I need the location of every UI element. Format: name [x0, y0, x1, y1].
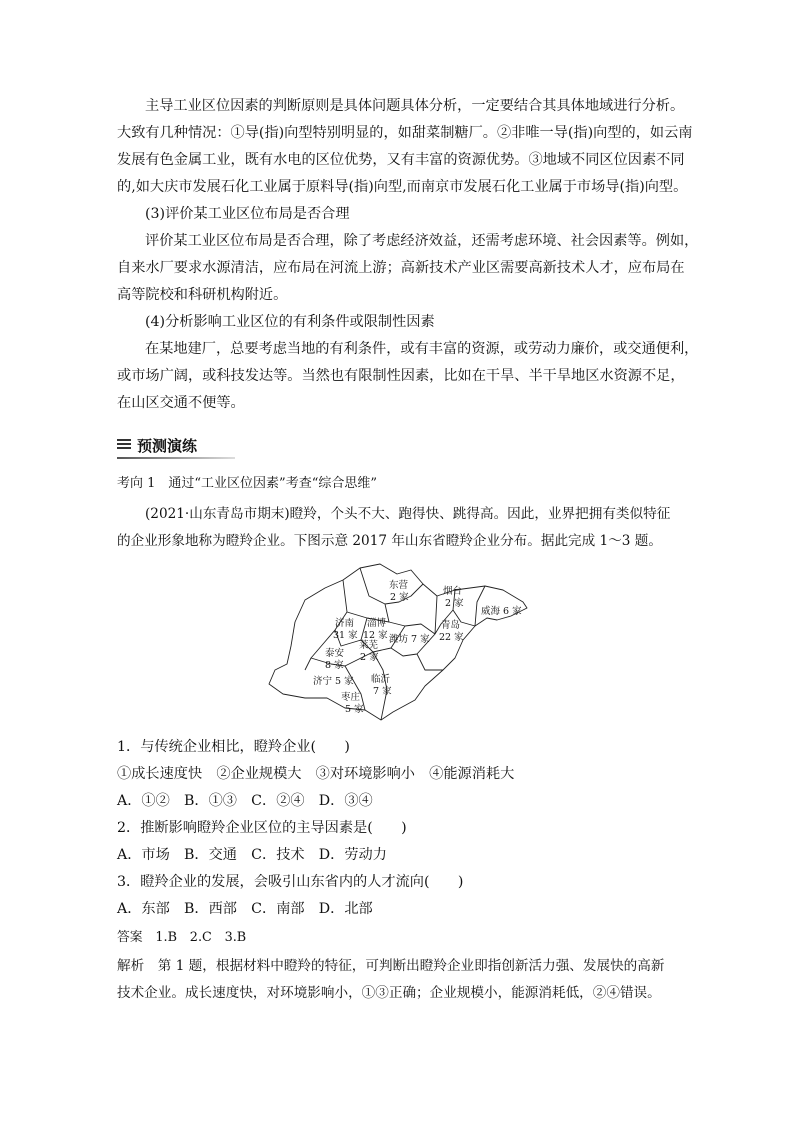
question-stem: 1．与传统企业相比，瞪羚企业( ): [117, 739, 350, 755]
map-label-zaozhuang: 枣庄: [341, 692, 361, 703]
question-options: A．市场 B．交通 C．技术 D．劳动力: [117, 847, 387, 863]
map-label-jinan-count: 31 家: [333, 630, 358, 641]
map-label-taian: 泰安: [325, 648, 345, 659]
paragraph-line: 的,如大庆市发展石化工业属于原料导(指)向型,而南京市发展石化工业属于市场导(指)向型。: [117, 179, 688, 195]
map-label-jining: 济宁 5 家: [313, 676, 354, 687]
question-options: A．①② B．①③ C．②④ D．③④: [117, 793, 373, 809]
map-label-weifang: 潍坊 7 家: [389, 634, 430, 645]
paragraph-line: 自来水厂要求水源清洁，应布局在河流上游；高新技术产业区需要高新技术人才，应布局在: [117, 260, 685, 276]
subheading: (3)评价某工业区位布局是否合理: [145, 206, 350, 222]
map-label-dongying-count: 2 家: [390, 592, 409, 603]
paragraph-line: 发展有色金属工业，既有水电的区位优势，又有丰富的资源优势。③地域不同区位因素不同: [117, 152, 685, 168]
analysis-line: 技术企业。成长速度快，对环境影响小，①③正确；企业规模小，能源消耗低，②④错误。: [117, 985, 661, 1001]
paragraph-line: 在某地建厂，总要考虑当地的有利条件，或有丰富的资源，或劳动力廉价，或交通便利，: [145, 341, 699, 357]
paragraph-line: 高等院校和科研机构附近。: [117, 287, 288, 303]
map-label-laiwu: 莱芜: [359, 640, 379, 651]
map-label-yantai: 烟台: [443, 586, 463, 597]
answer-line: 答案 1.B 2.C 3.B: [117, 930, 247, 945]
paragraph-line: 评价某工业区位布局是否合理，除了考虑经济效益，还需考虑环境、社会因素等。例如，: [145, 233, 699, 249]
question-options: A．东部 B．西部 C．南部 D．北部: [117, 901, 373, 917]
map-label-yantai-count: 2 家: [445, 598, 464, 609]
map-label-linyi: 临沂: [371, 674, 391, 685]
map-label-dongying: 东营: [389, 580, 409, 591]
map-label-qingdao-count: 22 家: [439, 632, 464, 643]
section-title: 预测演练: [137, 437, 198, 455]
map-label-laiwu-count: 2 家: [360, 652, 379, 663]
paragraph-line: 或市场广阔，或科技发达等。当然也有限制性因素，比如在干旱、半干旱地区水资源不足，: [117, 368, 685, 384]
section-header: [117, 430, 237, 460]
list-icon: [117, 439, 131, 451]
map-label-taian-count: 8 家: [325, 660, 344, 671]
question-stem: 3．瞪羚企业的发展，会吸引山东省内的人才流向( ): [117, 874, 464, 890]
paragraph-line: 大致有几种情况：①导(指)向型特别明显的，如甜菜制糖厂。②非唯一导(指)向型的，如云南: [117, 125, 693, 141]
map-label-linyi-count: 7 家: [373, 686, 392, 697]
section-underline: [117, 457, 235, 459]
paragraph-line: 主导工业区位因素的判断原则是具体问题具体分析，一定要结合其具体地域进行分析。: [145, 98, 685, 114]
map-label-weihai: 威海 6 家: [481, 606, 522, 617]
question-statements: ①成长速度快 ②企业规模大 ③对环境影响小 ④能源消耗大: [117, 766, 515, 782]
analysis-line: 解析 第 1 题，根据材料中瞪羚的特征，可判断出瞪羚企业即指创新活力强、发展快的高新: [117, 958, 665, 974]
material-line: 的企业形象地称为瞪羚企业。下图示意 2017 年山东省瞪羚企业分布。据此完成 1～3 题。: [117, 533, 662, 549]
question-direction: 考向 1 通过“工业区位因素”考查“综合思维”: [117, 476, 377, 491]
map-label-qingdao: 青岛: [441, 620, 461, 631]
subheading: (4)分析影响工业区位的有利条件或限制性因素: [145, 314, 435, 330]
paragraph-line: 在山区交通不便等。: [117, 395, 245, 411]
map-label-jinan: 济南: [335, 618, 355, 629]
map-label-zibo: 淄博: [367, 618, 387, 629]
map-labels: [313, 579, 522, 715]
material-line: (2021·山东青岛市期末)瞪羚，个头不大、跑得快、跳得高。因此，业界把拥有类似特征: [145, 506, 671, 522]
shandong-map: [265, 560, 535, 725]
question-stem: 2．推断影响瞪羚企业区位的主导因素是( ): [117, 820, 407, 836]
map-label-zibo-count: 12 家: [363, 630, 388, 641]
map-label-zaozhuang-count: 5 家: [345, 704, 364, 715]
